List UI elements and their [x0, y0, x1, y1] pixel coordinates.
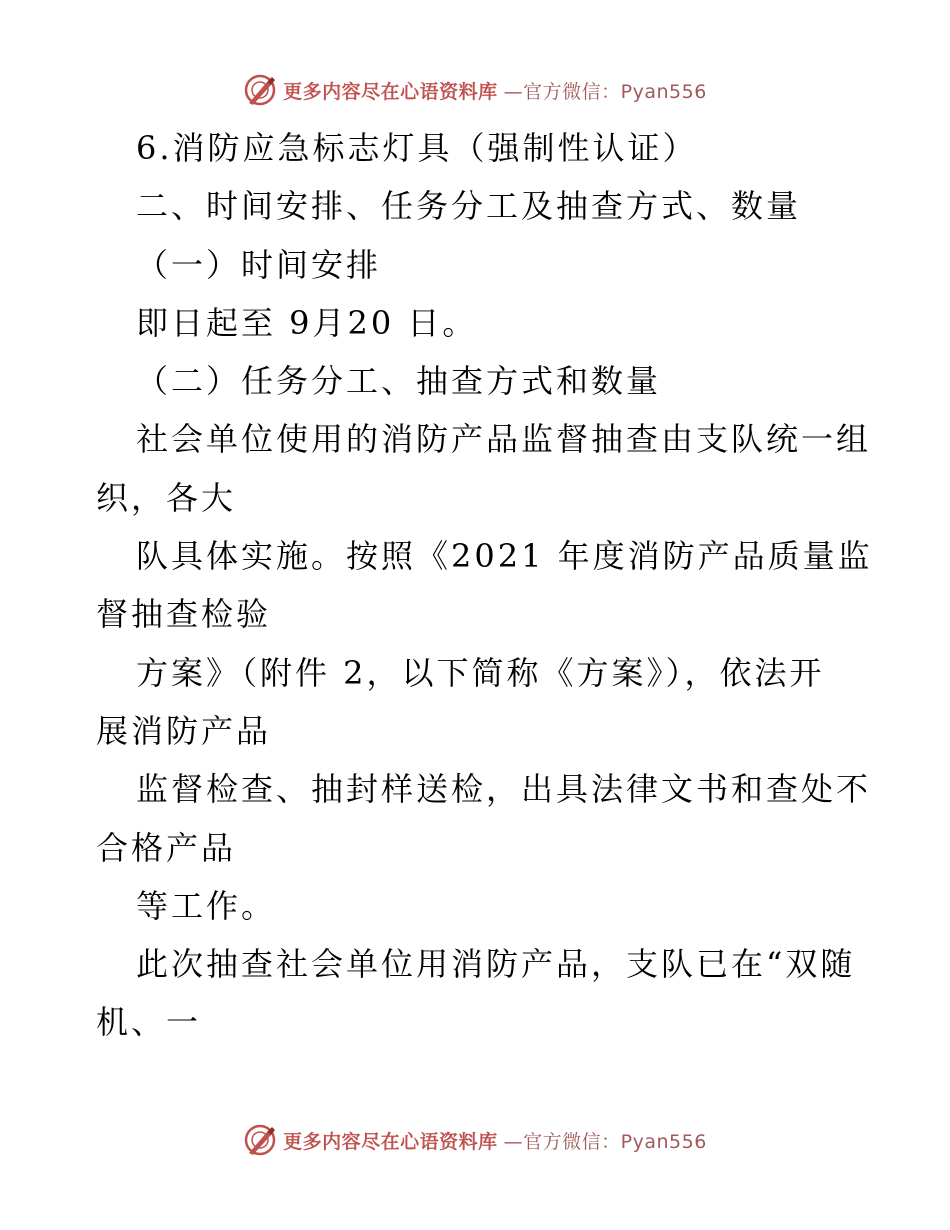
text-line: 即日起至 9月20 日。 [136, 303, 478, 342]
text-line: 6.消防应急标志灯具（强制性认证） [136, 129, 698, 167]
watermark-wechat-text: —官方微信：Pyan556 [503, 1130, 707, 1153]
text-line: （二）任务分工、抽查方式和数量 [136, 362, 662, 401]
text-line: 机、一 [96, 1003, 202, 1042]
text-line: 队具体实施。按照《2021 年度消防产品质量监 [136, 537, 873, 576]
text-line: 此次抽查社会单位用消防产品，支队已在“双随 [136, 945, 856, 984]
text-line: 二、时间安排、任务分工及抽查方式、数量 [136, 187, 802, 226]
watermark [243, 73, 707, 107]
pen-logo-icon [243, 1123, 277, 1157]
text-line: 方案》（附件 2，以下简称《方案》），依法开 [136, 653, 825, 692]
text-line: 展消防产品 [96, 711, 272, 750]
pen-logo-icon [243, 73, 277, 107]
document-body [96, 119, 873, 1052]
page-header-watermark [0, 70, 950, 110]
text-line: 督抽查检验 [96, 595, 272, 634]
watermark [243, 1123, 707, 1157]
page-footer-watermark [0, 1120, 950, 1160]
watermark-red-text: 更多内容尽在心语资料库 [283, 1130, 498, 1153]
watermark-wechat-text: —官方微信：Pyan556 [503, 80, 707, 103]
text-line: （一）时间安排 [136, 245, 382, 284]
text-line: 织，各大 [96, 478, 237, 517]
text-line: 等工作。 [136, 886, 277, 925]
text-line: 监督检查、抽封样送检，出具法律文书和查处不 [136, 770, 872, 809]
text-line: 合格产品 [96, 828, 237, 867]
text-line: 社会单位使用的消防产品监督抽查由支队统一组 [136, 420, 872, 459]
watermark-red-text: 更多内容尽在心语资料库 [283, 80, 498, 103]
